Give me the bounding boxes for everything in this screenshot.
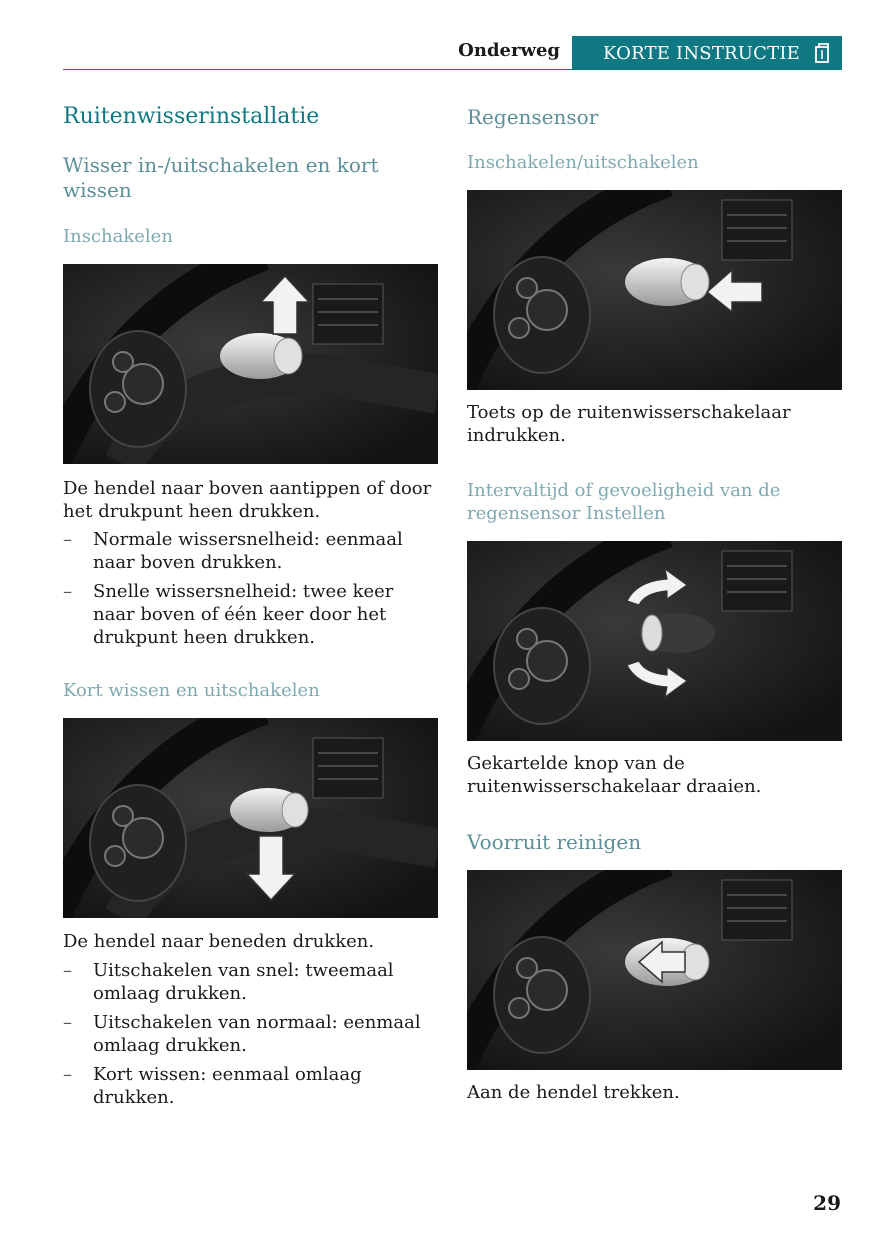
page-number: 29 [813, 1191, 841, 1215]
heading-inschakelen-uitschakelen: Inschakelen/uitschakelen [467, 152, 699, 173]
bullet-list-kort-wissen [63, 959, 438, 1115]
para-stalk-pull: Aan de hendel trekken. [467, 1082, 680, 1103]
heading-intervaltijd: Intervaltijd of gevoeligheid van de regensensor Instellen [467, 480, 781, 524]
page-title: Ruitenwisserinstallatie [63, 104, 320, 129]
list-item: – Uitschakelen van snel: tweemaal omlaag drukken. [63, 959, 438, 1005]
title-regensensor: Regensensor [467, 105, 599, 129]
chapter-tab [572, 36, 842, 70]
para-inschakelen: De hendel naar boven aantippen of door het drukpunt heen drukken. [63, 478, 432, 522]
para-rain-sensor-button: Toets op de ruitenwisserschakelaar indrukken. [467, 402, 791, 446]
bullet-list-inschakelen [63, 528, 438, 655]
photo-stalk-down [63, 718, 438, 918]
para-knurled-knob: Gekartelde knop van de ruitenwisserschakelaar draaien. [467, 753, 762, 797]
para-kort-wissen: De hendel naar beneden drukken. [63, 931, 375, 952]
book-icon [812, 42, 832, 64]
heading-voorruit-reinigen: Voorruit reinigen [467, 830, 642, 854]
list-item: – Uitschakelen van normaal: eenmaal omlaag drukken. [63, 1011, 438, 1057]
subtitle-wiper: Wisser in-/uitschakelen en kort wissen [63, 153, 379, 202]
heading-kort-wissen: Kort wissen en uitschakelen [63, 680, 320, 701]
header-rule [63, 69, 842, 70]
photo-knurled-knob [467, 541, 842, 741]
photo-rain-sensor-button [467, 190, 842, 390]
section-label: Onderweg [458, 40, 560, 61]
chapter-tab-label: KORTE INSTRUCTIE [603, 42, 800, 64]
photo-stalk-pull [467, 870, 842, 1070]
photo-stalk-up [63, 264, 438, 464]
heading-inschakelen: Inschakelen [63, 226, 173, 247]
list-item: – Kort wissen: eenmaal omlaag drukken. [63, 1063, 438, 1109]
list-item: – Snelle wissersnelheid: twee keer naar boven of één keer door het drukpunt heen drukken. [63, 580, 438, 649]
list-item: – Normale wissersnelheid: eenmaal naar boven drukken. [63, 528, 438, 574]
